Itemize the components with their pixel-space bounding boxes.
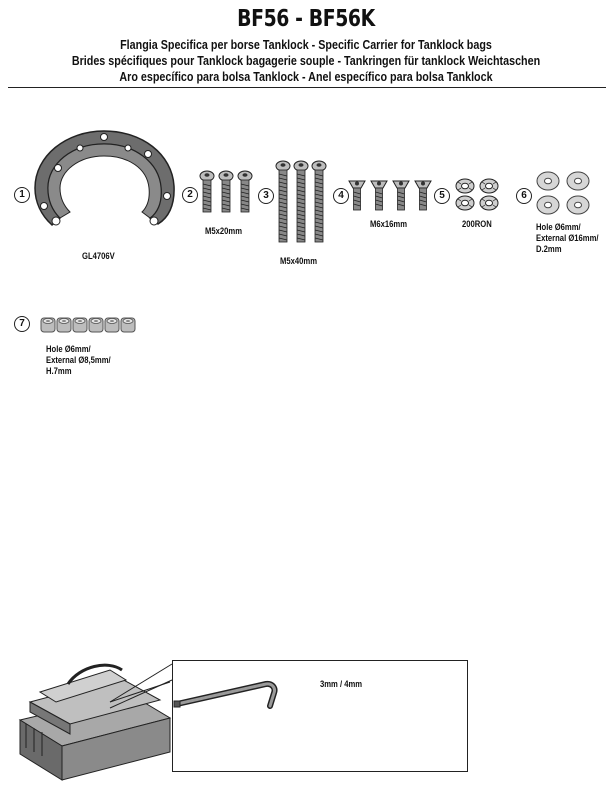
part-label-2: M5x20mm [205,226,243,236]
part-number-1: 1 [14,187,30,203]
document-title: BF56 - BF56K [237,6,375,32]
part-7-height: H.7mm [46,366,72,376]
part-6-external: External Ø16mm/ [536,233,599,243]
part-7-hole: Hole Ø6mm/ [46,344,91,354]
subtitle-line-3: Aro específico para bolsa Tanklock - Anel específico para bolsa Tanklock [119,70,493,84]
part-6-hole: Hole Ø6mm/ [536,222,581,232]
part-number-3: 3 [258,188,274,204]
part-label-5: 200RON [462,219,492,229]
part-label-1: GL4706V [82,251,115,261]
part-label-3: M5x40mm [280,256,318,266]
part-number-7: 7 [14,316,30,332]
tool-size-label: 3mm / 4mm [320,679,363,689]
part-number-6: 6 [516,188,532,204]
part-label-4: M6x16mm [370,219,408,229]
part-6-depth: D.2mm [536,244,562,254]
part-number-2: 2 [182,187,198,203]
subtitle-line-1: Flangia Specifica per borse Tanklock - Specific Carrier for Tanklock bags [120,38,492,52]
part-number-4: 4 [333,188,349,204]
part-7-external: External Ø8,5mm/ [46,355,111,365]
subtitle-line-2: Brides spécifiques pour Tanklock bagagerie souple - Tankringen für tanklock Weichtaschen [71,54,541,68]
allen-key-icon [174,676,282,710]
part-number-5: 5 [434,188,450,204]
